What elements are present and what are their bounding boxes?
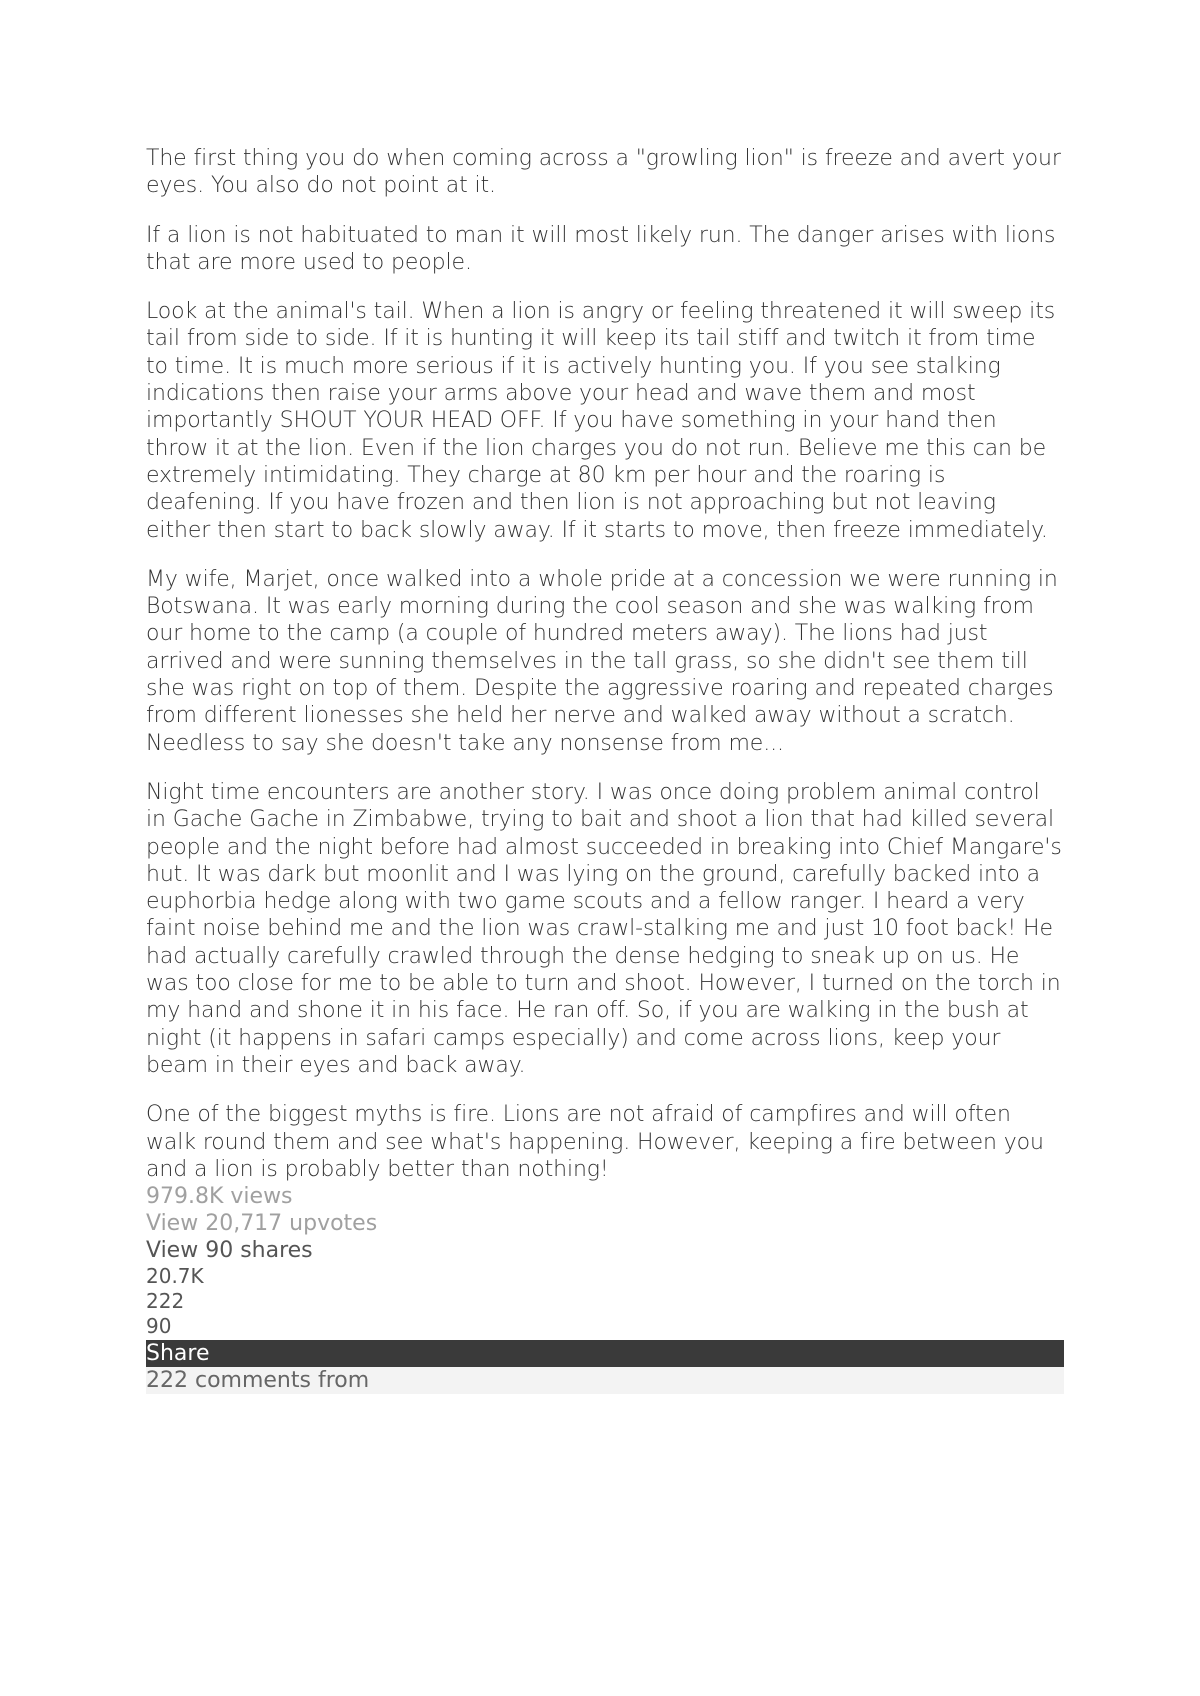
views-count: 979.8K views <box>146 1184 293 1210</box>
answer-paragraph-6: One of the biggest myths is fire. Lions are not afraid of campfires and will often walk round them and see what's happening. However, keeping a fire between you and a lion is probably better than nothing! <box>146 1102 1044 1182</box>
share-count-button[interactable]: 90 <box>146 1314 172 1339</box>
view-upvotes-link[interactable]: View 20,717 upvotes <box>146 1211 378 1237</box>
upvote-button[interactable]: 20.7K <box>146 1264 204 1289</box>
answer-paragraph-3: Look at the animal's tail. When a lion is angry or feeling threatened it will sweep its tail from side to side. If it is hunting it will keep its tail stiff and twitch it from time to time. It is much more serious if it is actively hunting you. If you see stalking indications then raise your arms above your head and wave them and most importantly SHOUT YOUR HEAD OFF. If you have something in your hand then throw it at the lion. Even if the lion charges you do not run. Believe me this can be extremely intimidating. They charge at 80 km per hour and the roaring is deafening. If you have frozen and then lion is not approaching but not leaving either then start to back slowly away. If it starts to move, then freeze immediately. <box>146 299 1056 543</box>
view-shares-link[interactable]: View 90 shares <box>146 1238 313 1264</box>
share-button[interactable]: Share <box>146 1340 1064 1367</box>
comments-header: 222 comments from <box>146 1367 1064 1394</box>
answer-paragraph-2: If a lion is not habituated to man it will most likely run. The danger arises with lions that are more used to people. <box>146 222 1056 275</box>
answer-paragraph-5: Night time encounters are another story. I was once doing problem animal control in Gache Gache in Zimbabwe, trying to bait and shoot a lion that had killed several people and the night before had almost succeeded in breaking into Chief Mangare's hut. It was dark but moonlit and I was lying on the ground, carefully backed into a euphorbia hedge along with two game scouts and a fellow ranger. I heard a very faint noise behind me and the lion was crawl-stalking me and just 10 foot back! He had actually carefully crawled through the dense hedging to sneak up on us. He was too close for me to be able to turn and shoot. However, I turned on the torch in my hand and shone it in his face. He ran off. So, if you are walking in the bush at night (it happens in safari camps especially) and come across lions, keep your beam in their eyes and back away. <box>146 779 1062 1078</box>
answer-content <box>146 145 1064 1394</box>
answer-paragraph-4: My wife, Marjet, once walked into a whole pride at a concession we were running in Botswana. It was early morning during the cool season and she was walking from our home to the camp (a couple of hundred meters away). The lions had just arrived and were sunning themselves in the tall grass, so she didn't see them till she was right on top of them. Despite the aggressive roaring and repeated charges from different lionesses she held her nerve and walked away without a scratch. Needless to say she doesn't take any nonsense from me... <box>146 566 1058 756</box>
comment-button[interactable]: 222 <box>146 1289 185 1314</box>
answer-paragraph-1: The first thing you do when coming across a "growling lion" is freeze and avert your eyes. You also do not point at it. <box>146 146 1061 199</box>
